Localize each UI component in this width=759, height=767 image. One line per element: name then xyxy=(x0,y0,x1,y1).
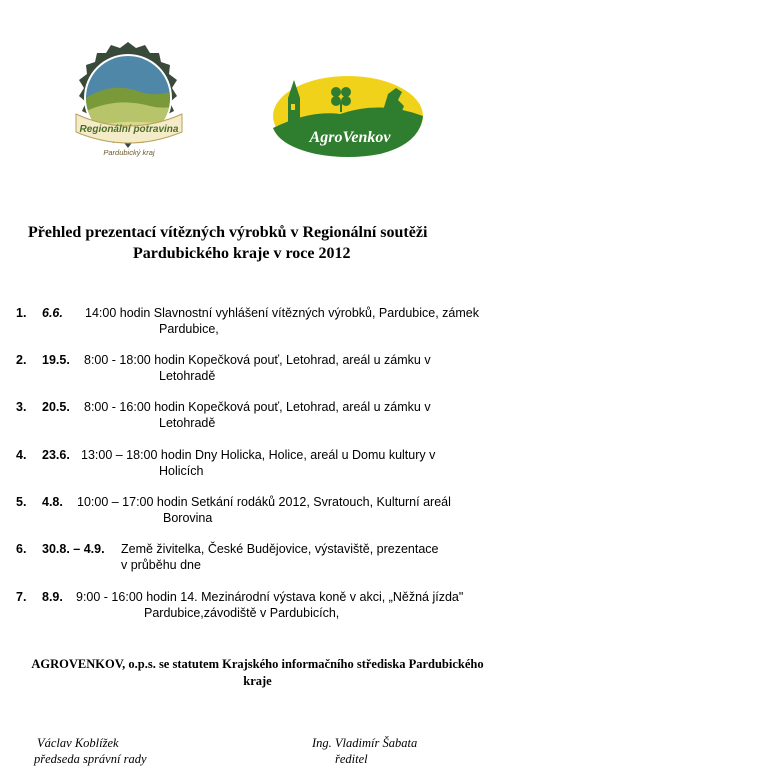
item-text: 8:00 - 16:00 hodin Kopečková pouť, Letohrad, areál u zámku v xyxy=(84,400,431,414)
item-date: 30.8. – 4.9. xyxy=(42,542,105,556)
item-text-continued: Letohradě xyxy=(159,416,216,430)
item-number: 3. xyxy=(16,400,27,414)
item-text: Země živitelka, České Budějovice, výstaviště, prezentace xyxy=(121,542,439,556)
item-text: 14:00 hodin Slavnostní vyhlášení vítězných výrobků, Pardubice, zámek xyxy=(85,306,479,320)
signature-role: předseda správní rady xyxy=(34,752,147,766)
footer-line1: AGROVENKOV, o.p.s. se statutem Krajského informačního střediska Pardubického xyxy=(31,657,484,671)
item-date: 4.8. xyxy=(42,495,63,509)
item-text-continued: Pardubice, xyxy=(159,322,219,336)
signature-name: Václav Koblížek xyxy=(37,736,119,750)
item-text-continued: v průběhu dne xyxy=(121,558,201,572)
agrovenkov-text: AgroVenkov xyxy=(309,129,391,146)
signature-left xyxy=(34,735,147,767)
footer-line2: kraje xyxy=(243,674,272,688)
item-number: 5. xyxy=(16,495,27,509)
regionalni-potravina-logo xyxy=(70,40,190,162)
item-text: 8:00 - 18:00 hodin Kopečková pouť, Letohrad, areál u zámku v xyxy=(84,353,431,367)
item-number: 2. xyxy=(16,353,27,367)
item-text: 9:00 - 16:00 hodin 14. Mezinárodní výstava koně v akci, „Něžná jízda" xyxy=(76,590,464,604)
item-text-continued: Holicích xyxy=(159,464,204,478)
signature-role: ředitel xyxy=(335,752,368,766)
item-number: 1. xyxy=(16,306,27,320)
agrovenkov-logo xyxy=(270,70,430,160)
item-date: 19.5. xyxy=(42,353,70,367)
document-title-line1: Přehled prezentací vítězných výrobků v Regionální soutěži xyxy=(28,224,428,241)
item-date: 6.6. xyxy=(42,306,63,320)
signature-right xyxy=(312,735,417,767)
item-date: 20.5. xyxy=(42,400,70,414)
item-number: 7. xyxy=(16,590,27,604)
item-text: 13:00 – 18:00 hodin Dny Holicka, Holice, areál u Domu kultury v xyxy=(81,448,436,462)
item-text-continued: Pardubice,závodiště v Pardubicích, xyxy=(144,606,340,620)
document-title-line2: Pardubického kraje v roce 2012 xyxy=(133,245,351,262)
item-date: 8.9. xyxy=(42,590,63,604)
signature-name: Ing. Vladimír Šabata xyxy=(312,736,418,750)
item-text: 10:00 – 17:00 hodin Setkání rodáků 2012, Svratouch, Kulturní areál xyxy=(77,495,451,509)
seal-text-sub: Pardubický kraj xyxy=(103,148,155,157)
item-text-continued: Letohradě xyxy=(159,369,216,383)
item-number: 4. xyxy=(16,448,27,462)
item-number: 6. xyxy=(16,542,27,556)
item-date: 23.6. xyxy=(42,448,70,462)
seal-text-main: Regionální potravina xyxy=(79,124,179,135)
item-text-continued: Borovina xyxy=(163,511,213,525)
